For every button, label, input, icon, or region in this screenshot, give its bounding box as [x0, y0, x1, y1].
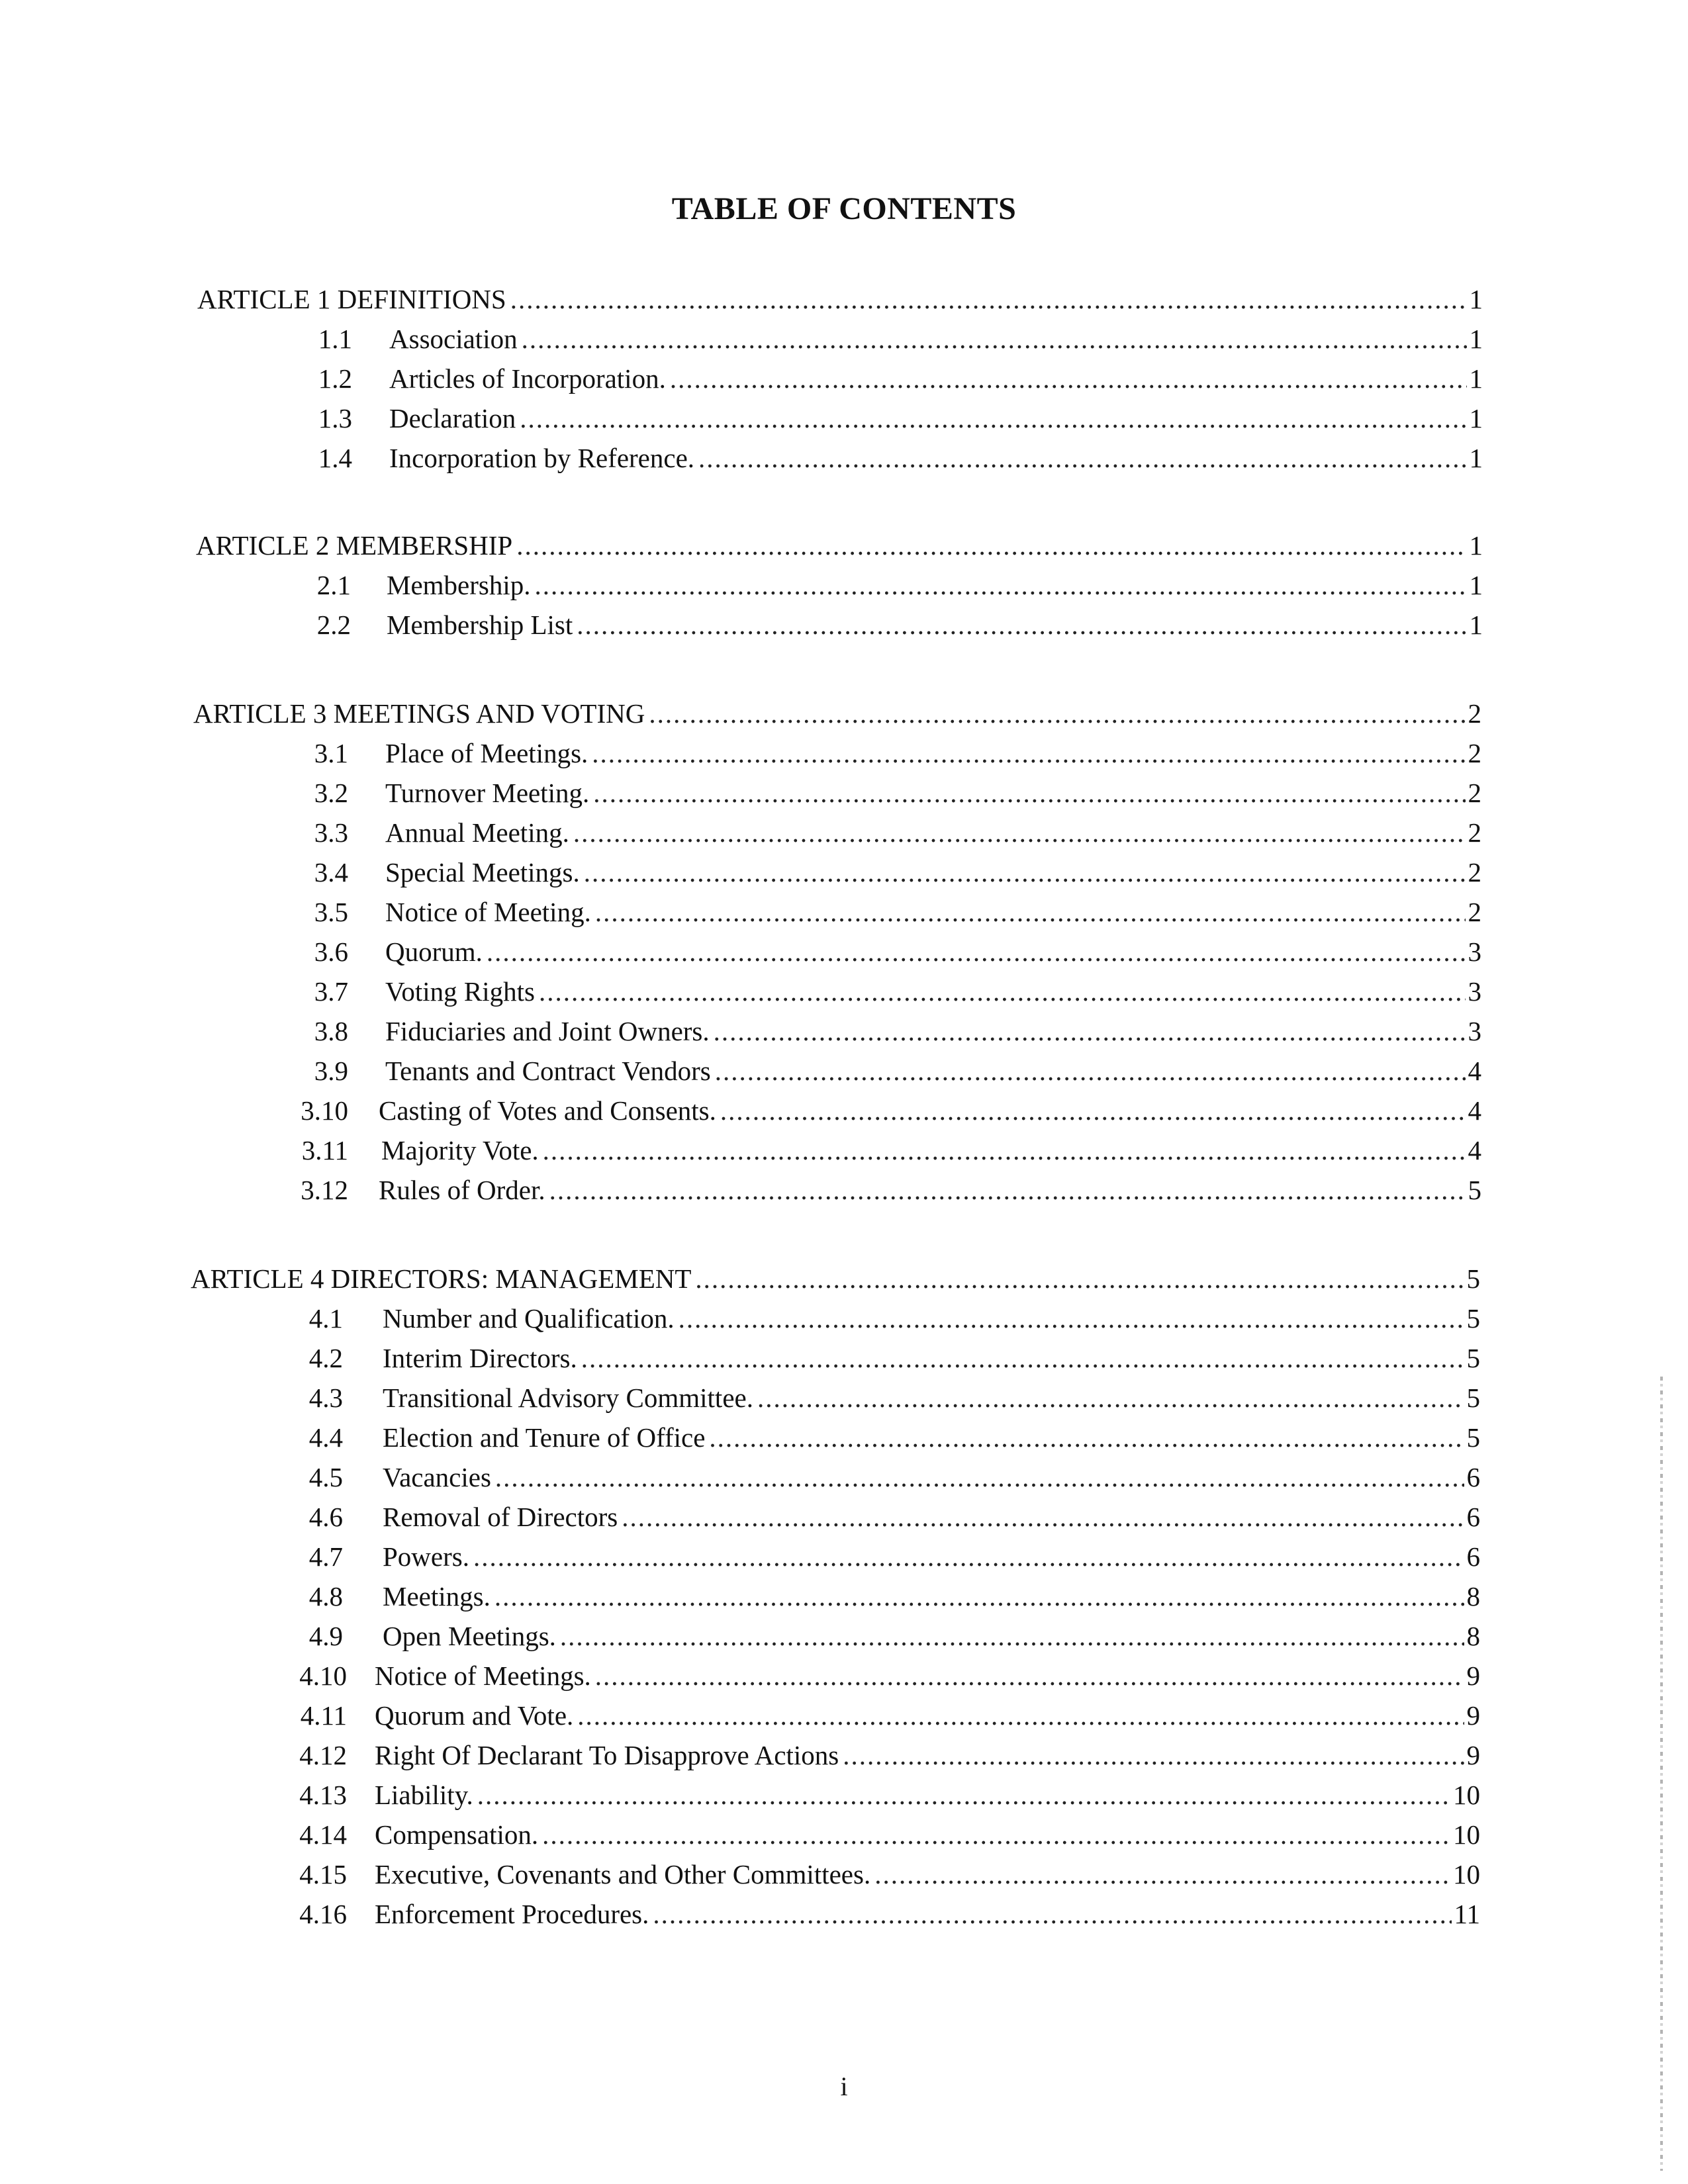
- toc-section-entry[interactable]: [271, 893, 1481, 931]
- article-title: ARTICLE 1 DEFINITIONS: [197, 284, 506, 314]
- section-title: Right Of Declarant To Disapprove Actions: [375, 1740, 839, 1770]
- dot-leader: [695, 1260, 1464, 1297]
- page-number: 1: [1469, 570, 1483, 600]
- dot-leader: [720, 1092, 1466, 1129]
- toc-section-entry[interactable]: [265, 1657, 1480, 1694]
- page-number: 4: [1468, 1135, 1481, 1165]
- page-number: 3: [1468, 936, 1481, 967]
- section-title: Transitional Advisory Committee.: [383, 1383, 753, 1413]
- page-number: 5: [1468, 1175, 1481, 1205]
- dot-leader: [539, 973, 1466, 1010]
- toc-section-entry[interactable]: [271, 1092, 1481, 1129]
- page-footer-number: i: [840, 2071, 848, 2101]
- section-title: Membership.: [387, 570, 531, 600]
- section-title: Vacancies: [383, 1462, 491, 1492]
- section-title: Place of Meetings.: [385, 738, 588, 768]
- section-title: Liability.: [375, 1780, 473, 1810]
- section-title: Notice of Meetings.: [375, 1661, 591, 1691]
- toc-section-entry[interactable]: [265, 1737, 1480, 1774]
- section-number: 3.4: [314, 857, 348, 887]
- toc-section-entry[interactable]: [271, 774, 1481, 811]
- toc-article-heading[interactable]: [193, 695, 1481, 732]
- article-title: ARTICLE 3 MEETINGS AND VOTING: [193, 698, 645, 729]
- section-number: 1.4: [318, 443, 352, 473]
- section-title: Quorum.: [385, 936, 483, 967]
- page-number: 5: [1466, 1422, 1480, 1453]
- toc-section-entry[interactable]: [278, 439, 1483, 477]
- dot-leader: [649, 695, 1465, 732]
- section-number: 2.1: [316, 570, 351, 600]
- page-number: 2: [1468, 857, 1481, 887]
- section-number: 4.6: [308, 1502, 343, 1532]
- section-number: 4.3: [308, 1383, 343, 1413]
- section-number: 3.6: [314, 936, 348, 967]
- toc-article-heading[interactable]: [196, 527, 1483, 564]
- section-title: Articles of Incorporation.: [389, 363, 666, 394]
- section-title: Fiduciaries and Joint Owners.: [385, 1016, 710, 1046]
- section-number: 3.7: [314, 976, 348, 1007]
- section-title: Voting Rights: [385, 976, 535, 1007]
- toc-section-entry[interactable]: [265, 1816, 1480, 1853]
- toc-section-entry[interactable]: [265, 1776, 1480, 1813]
- article-title: ARTICLE 2 MEMBERSHIP: [196, 530, 513, 561]
- section-title: Enforcement Procedures.: [375, 1899, 649, 1929]
- dot-leader: [592, 735, 1465, 772]
- dot-leader: [487, 933, 1466, 970]
- dot-leader: [715, 1052, 1466, 1089]
- section-title: Interim Directors.: [383, 1343, 577, 1373]
- page-number: 1: [1469, 530, 1483, 561]
- dot-leader: [593, 774, 1465, 811]
- dot-leader: [573, 814, 1466, 851]
- dot-leader: [473, 1538, 1464, 1575]
- toc-section-entry[interactable]: [265, 1498, 1480, 1535]
- dot-leader: [520, 400, 1466, 437]
- scan-edge-artifact: [1660, 1377, 1663, 2171]
- toc-section-entry[interactable]: [277, 567, 1483, 604]
- dot-leader: [494, 1578, 1464, 1615]
- section-number: 3.12: [301, 1175, 348, 1205]
- section-title: Tenants and Contract Vendors: [385, 1056, 711, 1086]
- dot-leader: [595, 1657, 1464, 1694]
- toc-section-entry[interactable]: [265, 1379, 1480, 1416]
- toc-section-entry[interactable]: [265, 1578, 1480, 1615]
- page-number: 8: [1466, 1581, 1480, 1612]
- dot-leader: [543, 1132, 1466, 1169]
- dot-leader: [757, 1379, 1464, 1416]
- dot-leader: [874, 1856, 1450, 1893]
- article-title: ARTICLE 4 DIRECTORS: MANAGEMENT: [191, 1263, 692, 1294]
- page-number: 4: [1468, 1056, 1481, 1086]
- dot-leader: [560, 1617, 1464, 1655]
- page-number: 11: [1454, 1899, 1480, 1929]
- dot-leader: [522, 320, 1467, 357]
- section-number: 3.5: [314, 897, 348, 927]
- page-number: 9: [1466, 1700, 1480, 1731]
- toc-section-entry[interactable]: [278, 320, 1483, 357]
- page-number: 2: [1468, 738, 1481, 768]
- section-title: Powers.: [383, 1541, 469, 1572]
- dot-leader: [843, 1737, 1464, 1774]
- dot-leader: [477, 1776, 1450, 1813]
- section-title: Compensation.: [375, 1819, 539, 1850]
- dot-leader: [714, 1013, 1466, 1050]
- page-title: TABLE OF CONTENTS: [671, 191, 1017, 226]
- toc-section-entry[interactable]: [265, 1697, 1480, 1734]
- section-number: 1.2: [318, 363, 352, 394]
- dot-leader: [535, 567, 1467, 604]
- dot-leader: [670, 360, 1467, 397]
- section-number: 4.10: [299, 1661, 347, 1691]
- toc-section-entry[interactable]: [271, 854, 1481, 891]
- toc-article-heading[interactable]: [191, 1260, 1480, 1297]
- toc-section-entry[interactable]: [277, 606, 1483, 643]
- dot-leader: [679, 1300, 1464, 1337]
- section-number: 3.11: [301, 1135, 348, 1165]
- dot-leader: [577, 606, 1466, 643]
- page-number: 5: [1466, 1343, 1480, 1373]
- page-number: 10: [1453, 1780, 1480, 1810]
- section-number: 4.9: [308, 1621, 343, 1651]
- section-number: 4.16: [299, 1899, 347, 1929]
- page-number: 3: [1468, 1016, 1481, 1046]
- toc-section-entry[interactable]: [271, 1132, 1481, 1169]
- page-number: 9: [1466, 1661, 1480, 1691]
- section-number: 3.10: [301, 1095, 348, 1126]
- page-number: 1: [1469, 363, 1483, 394]
- section-title: Declaration: [389, 403, 516, 433]
- page-number: 2: [1468, 778, 1481, 808]
- page-number: 1: [1469, 443, 1483, 473]
- page-number: 5: [1466, 1303, 1480, 1334]
- section-title: Association: [389, 324, 518, 354]
- page-number: 2: [1468, 817, 1481, 848]
- section-number: 4.1: [308, 1303, 343, 1334]
- dot-leader: [549, 1171, 1466, 1208]
- page-number: 10: [1453, 1819, 1480, 1850]
- dot-leader: [581, 1340, 1464, 1377]
- toc-section-entry[interactable]: [271, 933, 1481, 970]
- page-number: 1: [1469, 284, 1483, 314]
- page-number: 9: [1466, 1740, 1480, 1770]
- page-number: 1: [1469, 403, 1483, 433]
- section-number: 4.8: [308, 1581, 343, 1612]
- dot-leader: [698, 439, 1466, 477]
- section-title: Number and Qualification.: [383, 1303, 675, 1334]
- section-title: Executive, Covenants and Other Committees.: [375, 1859, 871, 1889]
- page-number: 10: [1453, 1859, 1480, 1889]
- toc-section-entry[interactable]: [265, 1617, 1480, 1655]
- page-number: 2: [1468, 698, 1481, 729]
- toc-section-entry[interactable]: [265, 1459, 1480, 1496]
- section-title: Removal of Directors: [383, 1502, 618, 1532]
- section-number: 4.2: [308, 1343, 343, 1373]
- section-title: Quorum and Vote.: [375, 1700, 574, 1731]
- section-title: Meetings.: [383, 1581, 491, 1612]
- page-number: 6: [1466, 1502, 1480, 1532]
- section-number: 4.13: [299, 1780, 347, 1810]
- dot-leader: [577, 1697, 1464, 1734]
- dot-leader: [653, 1895, 1451, 1933]
- toc-section-entry[interactable]: [271, 1052, 1481, 1089]
- section-number: 4.12: [299, 1740, 347, 1770]
- section-title: Turnover Meeting.: [385, 778, 590, 808]
- section-number: 4.7: [308, 1541, 343, 1572]
- section-title: Open Meetings.: [383, 1621, 556, 1651]
- section-title: Casting of Votes and Consents.: [379, 1095, 716, 1126]
- toc-section-entry[interactable]: [271, 735, 1481, 772]
- section-number: 4.11: [300, 1700, 347, 1731]
- section-number: 1.1: [318, 324, 352, 354]
- section-title: Majority Vote.: [381, 1135, 539, 1165]
- section-title: Membership List: [387, 610, 573, 640]
- dot-leader: [584, 854, 1466, 891]
- section-title: Incorporation by Reference.: [389, 443, 695, 473]
- section-title: Rules of Order.: [379, 1175, 545, 1205]
- section-number: 3.1: [314, 738, 348, 768]
- page-number: 1: [1469, 610, 1483, 640]
- page-number: 8: [1466, 1621, 1480, 1651]
- toc-section-entry[interactable]: [265, 1895, 1480, 1933]
- page-number: 6: [1466, 1462, 1480, 1492]
- toc-section-entry[interactable]: [278, 360, 1483, 397]
- section-number: 4.15: [299, 1859, 347, 1889]
- section-number: 3.9: [314, 1056, 348, 1086]
- dot-leader: [495, 1459, 1464, 1496]
- section-title: Annual Meeting.: [385, 817, 569, 848]
- toc-article-heading[interactable]: [197, 281, 1483, 318]
- dot-leader: [516, 527, 1466, 564]
- dot-leader: [542, 1816, 1450, 1853]
- dot-leader: [709, 1419, 1464, 1456]
- dot-leader: [622, 1498, 1464, 1535]
- toc-section-entry[interactable]: [265, 1419, 1480, 1456]
- section-number: 3.3: [314, 817, 348, 848]
- page-number: 1: [1469, 324, 1483, 354]
- section-number: 1.3: [318, 403, 352, 433]
- section-title: Election and Tenure of Office: [383, 1422, 706, 1453]
- toc-section-entry[interactable]: [278, 400, 1483, 437]
- section-number: 4.14: [299, 1819, 347, 1850]
- dot-leader: [510, 281, 1467, 318]
- toc-section-entry[interactable]: [271, 1171, 1481, 1208]
- section-title: Notice of Meeting.: [385, 897, 591, 927]
- page-number: 5: [1466, 1263, 1480, 1294]
- section-number: 3.8: [314, 1016, 348, 1046]
- page-number: 5: [1466, 1383, 1480, 1413]
- toc-section-entry[interactable]: [265, 1340, 1480, 1377]
- page-number: 6: [1466, 1541, 1480, 1572]
- section-number: 4.5: [308, 1462, 343, 1492]
- toc-section-entry[interactable]: [265, 1300, 1480, 1337]
- section-title: Special Meetings.: [385, 857, 580, 887]
- dot-leader: [595, 893, 1466, 931]
- toc-section-entry[interactable]: [265, 1856, 1480, 1893]
- toc-section-entry[interactable]: [271, 814, 1481, 851]
- toc-section-entry[interactable]: [271, 973, 1481, 1010]
- toc-section-entry[interactable]: [271, 1013, 1481, 1050]
- page-number: 3: [1468, 976, 1481, 1007]
- section-number: 2.2: [316, 610, 351, 640]
- section-number: 4.4: [308, 1422, 343, 1453]
- page-number: 2: [1468, 897, 1481, 927]
- toc-section-entry[interactable]: [265, 1538, 1480, 1575]
- page-number: 4: [1468, 1095, 1481, 1126]
- section-number: 3.2: [314, 778, 348, 808]
